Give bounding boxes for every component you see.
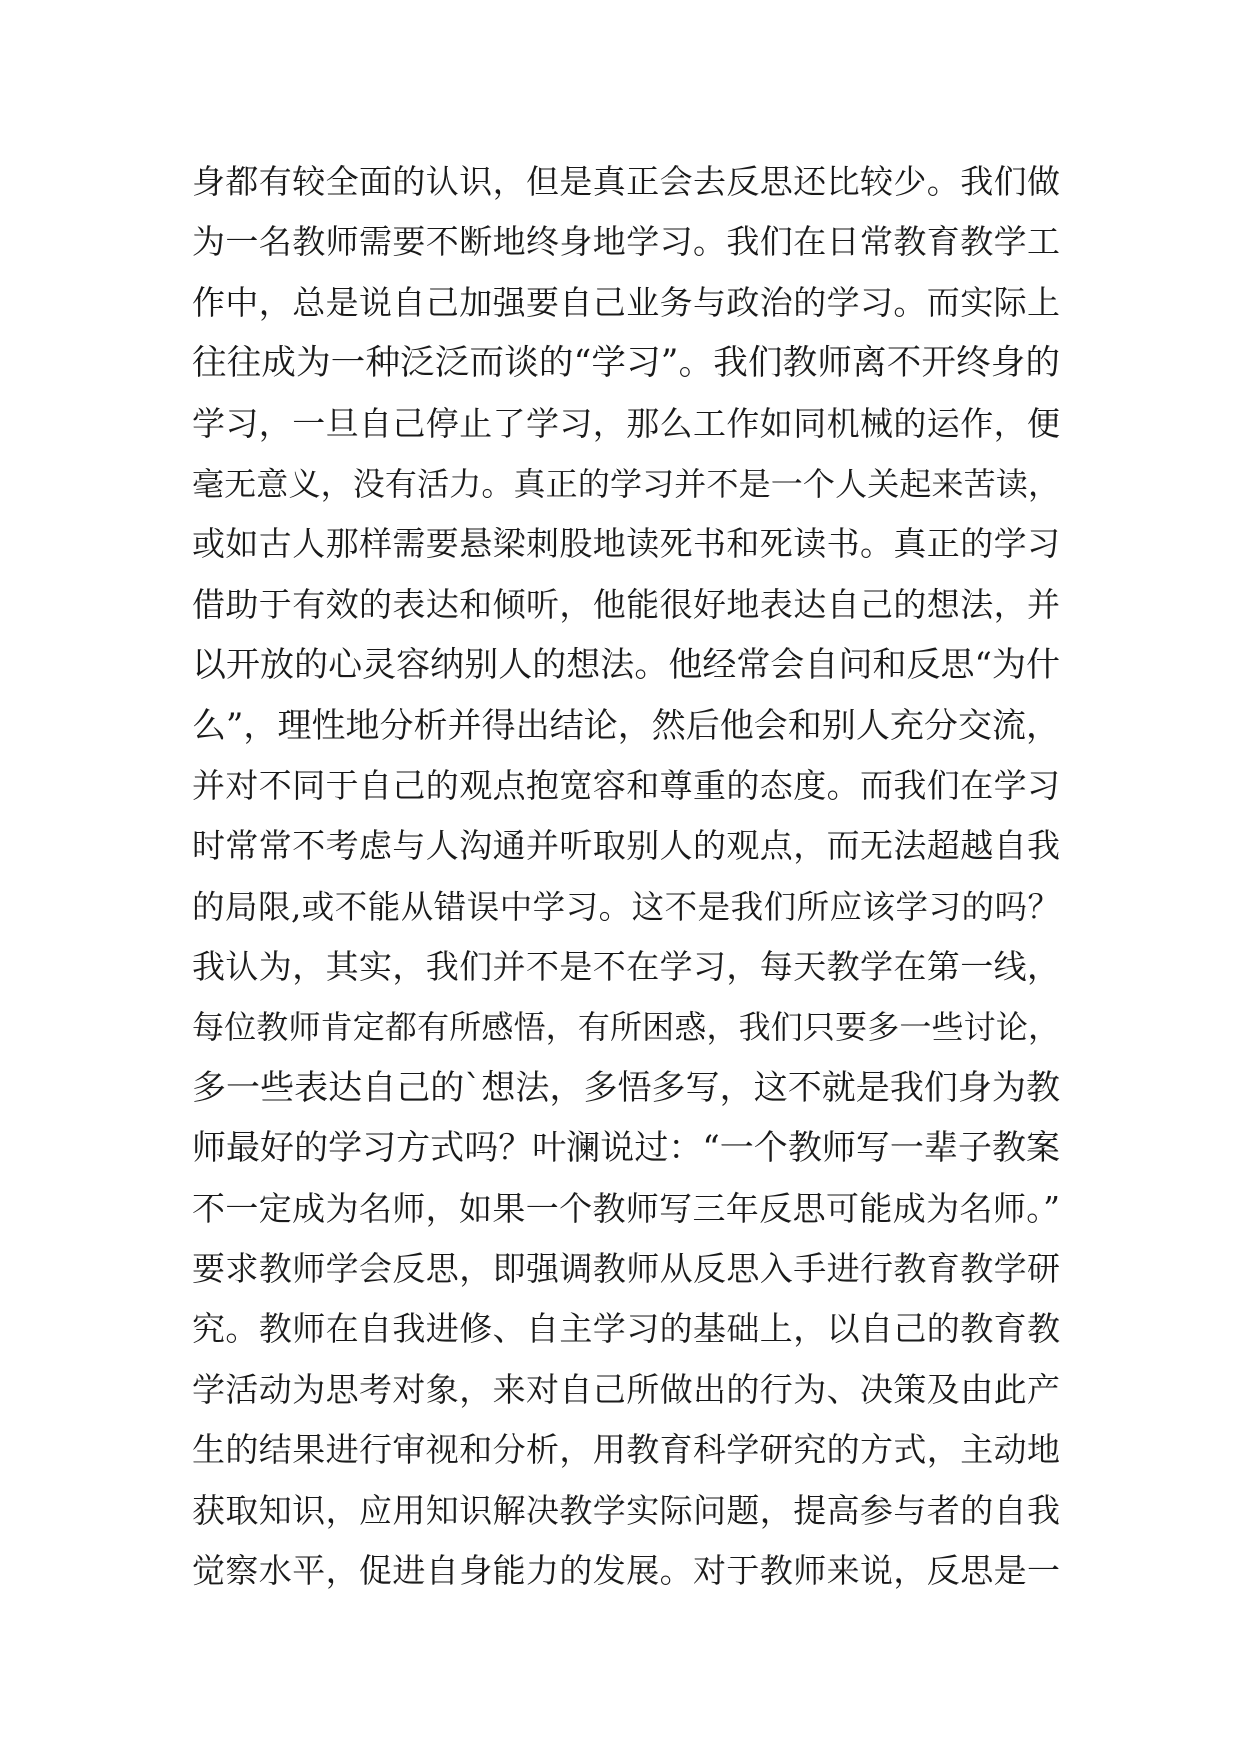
text-line-1: 身都有较全面的认识，但是真正会去反思还比较少。我们做 <box>192 162 1060 201</box>
text-line-6: 毫无意义，没有活力。真正的学习并不是一个人关起来苦读， <box>192 464 1060 503</box>
text-line-5: 学习，一旦自己停止了学习，那么工作如同机械的运作，便 <box>192 403 1060 443</box>
text-line-24: 觉察水平，促进自身能力的发展。对于教师来说，反思是一 <box>192 1550 1060 1590</box>
text-line-14: 我认为，其实，我们并不是不在学习，每天教学在第一线， <box>192 947 1060 987</box>
text-line-19: 要求教师学会反思，即强调教师从反思入手进行教育教学研 <box>192 1249 1060 1289</box>
text-line-22: 生的结果进行审视和分析，用教育科学研究的方式，主动地 <box>192 1430 1060 1470</box>
body-text <box>192 152 1060 1601</box>
text-line-11: 并对不同于自己的观点抱宽容和尊重的态度。而我们在学习 <box>192 765 1060 805</box>
text-line-17: 师最好的学习方式吗？叶澜说过：“一个教师写一辈子教案 <box>192 1128 1060 1169</box>
text-line-3: 作中，总是说自己加强要自己业务与政治的学习。而实际上 <box>192 282 1060 322</box>
text-line-9: 以开放的心灵容纳别人的想法。他经常会自问和反思“为什 <box>192 645 1060 686</box>
text-line-21: 学活动为思考对象，来对自己所做出的行为、决策及由此产 <box>192 1369 1060 1409</box>
text-line-10: 么”，理性地分析并得出结论，然后他会和别人充分交流， <box>192 705 1060 746</box>
text-line-7: 或如古人那样需要悬梁刺股地读死书和死读书。真正的学习 <box>192 524 1060 564</box>
text-line-8: 借助于有效的表达和倾听，他能很好地表达自己的想法，并 <box>192 584 1060 624</box>
text-line-12: 时常常不考虑与人沟通并听取别人的观点，而无法超越自我 <box>192 826 1060 866</box>
text-line-16: 多一些表达自己的`想法，多悟多写，这不就是我们身为教 <box>192 1067 1060 1108</box>
text-line-4: 往往成为一种泛泛而谈的“学习”。我们教师离不开终身的 <box>192 343 1060 384</box>
text-line-2: 为一名教师需要不断地终身地学习。我们在日常教育教学工 <box>192 222 1060 262</box>
text-line-18: 不一定成为名师，如果一个教师写三年反思可能成为名师。” <box>192 1188 1060 1228</box>
text-line-15: 每位教师肯定都有所感悟，有所困惑，我们只要多一些讨论， <box>192 1008 1060 1047</box>
text-line-23: 获取知识，应用知识解决教学实际问题，提高参与者的自我 <box>192 1490 1060 1530</box>
text-line-13: 的局限,或不能从错误中学习。这不是我们所应该学习的吗？ <box>192 887 1060 926</box>
text-line-20: 究。教师在自我进修、自主学习的基础上，以自己的教育教 <box>192 1309 1060 1349</box>
